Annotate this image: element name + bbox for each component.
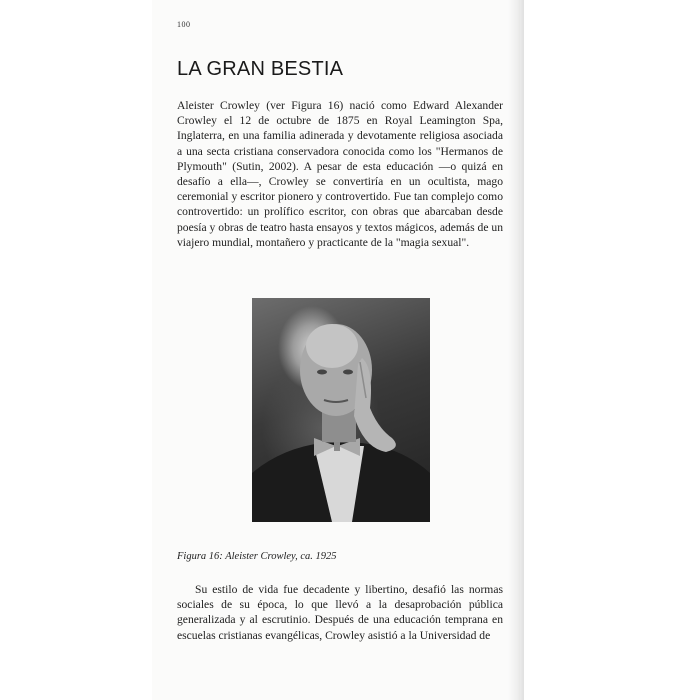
figure-caption: Figura 16: Aleister Crowley, ca. 1925 (177, 551, 337, 562)
portrait-photo (252, 298, 430, 522)
page-gutter-shadow (508, 0, 524, 700)
portrait-illustration (252, 298, 430, 522)
body-paragraph-2: Su estilo de vida fue decadente y libertino, desafió las normas sociales de su época, lo que llevó a la desaprobación pública generalizada y al escrutinio. Después de una educación temprana en escuelas cristianas evangélicas, Crowley asistió a la Universidad de (177, 583, 503, 642)
body-paragraph-1: Aleister Crowley (ver Figura 16) nació como Edward Alexander Crowley el 12 de octubre de 1875 en Royal Leamington Spa, Inglaterra, en una familia adinerada y devotamente religiosa asociada a una secta cristiana conservadora conocida como los "Hermanos de Plymouth" (Sutin, 2002). A pesar de esta educación —o quizá en desafío a ella—, Crowley se convertiría en un ocultista, mago ceremonial y escritor pionero y controvertido. Fue tan complejo como controvertido: un prolífico escritor, con obras que abarcaban desde poesía y obras de teatro hasta ensayos y textos mágicos, además de un viajero mundial, montañero y practicante de la "magia sexual". (177, 99, 503, 249)
page-number: 100 (177, 20, 191, 29)
chapter-title: LA GRAN BESTIA (177, 58, 344, 80)
